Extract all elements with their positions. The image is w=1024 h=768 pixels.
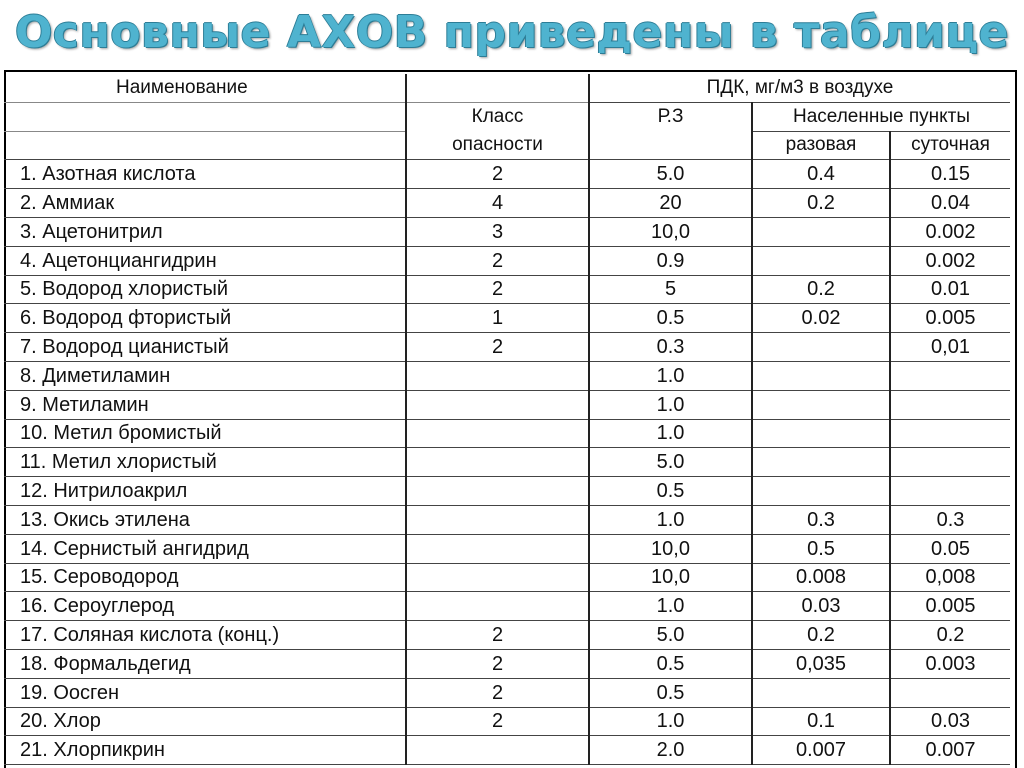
pdk-rz-cell: 5.0 (589, 448, 752, 477)
pdk-single-cell: 0.03 (752, 592, 890, 621)
hazard-class-cell (406, 448, 589, 477)
pdk-single-cell: 0.007 (752, 736, 890, 765)
substance-name-cell: 18. Формальдегид (4, 649, 406, 678)
pdk-daily-cell: 0.15 (890, 160, 1010, 189)
table-row (4, 160, 1010, 189)
table-row (4, 246, 1010, 275)
pdk-rz-cell: 0.5 (589, 649, 752, 678)
hazard-class-cell (406, 477, 589, 506)
header-empty-cell (406, 74, 589, 102)
table-row (4, 189, 1010, 218)
substance-name-cell: 15. Сероводород (4, 563, 406, 592)
pdk-daily-cell (890, 390, 1010, 419)
table-row (4, 592, 1010, 621)
pdk-daily-cell (890, 361, 1010, 390)
pdk-rz-cell: 5.0 (589, 621, 752, 650)
hazard-class-cell (406, 505, 589, 534)
pdk-single-cell: 0.1 (752, 707, 890, 736)
hazard-class-cell: 2 (406, 678, 589, 707)
substance-name-cell: 11. Метил хлористый (4, 448, 406, 477)
hazard-class-cell: 2 (406, 707, 589, 736)
hazard-class-cell: 2 (406, 649, 589, 678)
pdk-daily-cell: 0.007 (890, 736, 1010, 765)
table-row (4, 304, 1010, 333)
header-row-2 (4, 102, 1010, 131)
table-row (4, 621, 1010, 650)
hazard-class-cell (406, 736, 589, 765)
table-row (4, 505, 1010, 534)
substance-name-cell: 13. Окись этилена (4, 505, 406, 534)
pdk-rz-cell: 5 (589, 275, 752, 304)
pdk-single-cell (752, 419, 890, 448)
header-empty-cell (4, 102, 406, 131)
pdk-single-cell (752, 361, 890, 390)
pdk-daily-cell: 0.3 (890, 505, 1010, 534)
pdk-single-cell (752, 217, 890, 246)
substance-name-cell: 7. Водород цианистый (4, 333, 406, 362)
table-row (4, 477, 1010, 506)
pdk-rz-cell: 1.0 (589, 505, 752, 534)
pdk-daily-cell (890, 448, 1010, 477)
pdk-single-cell: 0.02 (752, 304, 890, 333)
pdk-single-cell: 0.5 (752, 534, 890, 563)
substance-name-cell: 6. Водород фтористый (4, 304, 406, 333)
substance-name-cell: 12. Нитрилоакрил (4, 477, 406, 506)
pdk-daily-cell: 0.01 (890, 275, 1010, 304)
pdk-daily-cell: 0,01 (890, 333, 1010, 362)
hazard-class-cell: 4 (406, 189, 589, 218)
pdk-rz-cell: 2.0 (589, 736, 752, 765)
pdk-rz-cell: 5.0 (589, 160, 752, 189)
pdk-rz-cell: 10,0 (589, 217, 752, 246)
hazard-class-cell (406, 592, 589, 621)
pdk-rz-cell: 0.5 (589, 477, 752, 506)
pdk-single-cell (752, 390, 890, 419)
hazard-class-cell: 2 (406, 621, 589, 650)
table-row (4, 563, 1010, 592)
pdk-single-cell: 0.3 (752, 505, 890, 534)
substance-name-cell: 4. Ацетонциангидрин (4, 246, 406, 275)
pdk-rz-cell: 20 (589, 189, 752, 218)
pdk-daily-cell (890, 477, 1010, 506)
hazard-class-cell (406, 419, 589, 448)
hazard-class-cell: 3 (406, 217, 589, 246)
table-row (4, 275, 1010, 304)
table-row (4, 390, 1010, 419)
pdk-daily-cell: 0.005 (890, 304, 1010, 333)
hazard-class-cell: 2 (406, 333, 589, 362)
pdk-rz-cell: 10,0 (589, 534, 752, 563)
axov-table (4, 74, 1010, 765)
pdk-rz-cell: 0.3 (589, 333, 752, 362)
hazard-class-cell: 2 (406, 275, 589, 304)
header-pdk: ПДК, мг/м3 в воздухе (589, 74, 1010, 102)
pdk-rz-cell: 1.0 (589, 419, 752, 448)
hazard-class-cell: 1 (406, 304, 589, 333)
substance-name-cell: 19. Оосген (4, 678, 406, 707)
pdk-single-cell: 0.4 (752, 160, 890, 189)
header-class-line1: Класс (406, 102, 589, 131)
pdk-daily-cell: 0.003 (890, 649, 1010, 678)
header-rz: Р.З (589, 102, 752, 131)
pdk-single-cell: 0,035 (752, 649, 890, 678)
hazard-class-cell (406, 361, 589, 390)
pdk-rz-cell: 1.0 (589, 707, 752, 736)
substance-name-cell: 14. Сернистый ангидрид (4, 534, 406, 563)
hazard-class-cell: 2 (406, 246, 589, 275)
table-row (4, 736, 1010, 765)
pdk-daily-cell (890, 419, 1010, 448)
pdk-single-cell (752, 678, 890, 707)
pdk-rz-cell: 1.0 (589, 592, 752, 621)
pdk-daily-cell: 0.03 (890, 707, 1010, 736)
table-row (4, 649, 1010, 678)
hazard-class-cell (406, 390, 589, 419)
pdk-rz-cell: 0.5 (589, 304, 752, 333)
pdk-daily-cell: 0.2 (890, 621, 1010, 650)
table-row (4, 217, 1010, 246)
hazard-class-cell (406, 534, 589, 563)
pdk-single-cell: 0.2 (752, 189, 890, 218)
pdk-rz-cell: 1.0 (589, 390, 752, 419)
table-row (4, 707, 1010, 736)
pdk-daily-cell: 0.005 (890, 592, 1010, 621)
header-single: разовая (752, 131, 890, 160)
substance-name-cell: 20. Хлор (4, 707, 406, 736)
table-row (4, 678, 1010, 707)
pdk-daily-cell: 0.05 (890, 534, 1010, 563)
pdk-single-cell (752, 333, 890, 362)
substance-name-cell: 9. Метиламин (4, 390, 406, 419)
pdk-rz-cell: 1.0 (589, 361, 752, 390)
pdk-rz-cell: 0.9 (589, 246, 752, 275)
pdk-daily-cell: 0.002 (890, 217, 1010, 246)
header-name: Наименование (4, 74, 406, 102)
substance-name-cell: 1. Азотная кислота (4, 160, 406, 189)
substance-name-cell: 2. Аммиак (4, 189, 406, 218)
pdk-single-cell (752, 246, 890, 275)
table-row (4, 534, 1010, 563)
substance-name-cell: 5. Водород хлористый (4, 275, 406, 304)
table-row (4, 333, 1010, 362)
substance-name-cell: 3. Ацетонитрил (4, 217, 406, 246)
header-daily: суточная (890, 131, 1010, 160)
pdk-single-cell (752, 477, 890, 506)
header-empty-cell (589, 131, 752, 160)
hazard-class-cell (406, 563, 589, 592)
header-row-1 (4, 74, 1010, 102)
pdk-single-cell: 0.2 (752, 275, 890, 304)
table-row (4, 448, 1010, 477)
substance-name-cell: 8. Диметиламин (4, 361, 406, 390)
hazard-class-cell: 2 (406, 160, 589, 189)
pdk-single-cell (752, 448, 890, 477)
table-row (4, 361, 1010, 390)
pdk-rz-cell: 10,0 (589, 563, 752, 592)
header-populated: Населенные пункты (752, 102, 1010, 131)
page-title: Основные АХОВ приведены в таблице (15, 7, 1009, 58)
pdk-single-cell: 0.2 (752, 621, 890, 650)
header-empty-cell (4, 131, 406, 160)
pdk-daily-cell: 0.002 (890, 246, 1010, 275)
pdk-single-cell: 0.008 (752, 563, 890, 592)
pdk-rz-cell: 0.5 (589, 678, 752, 707)
pdk-daily-cell: 0.04 (890, 189, 1010, 218)
header-row-3 (4, 131, 1010, 160)
substance-name-cell: 17. Соляная кислота (конц.) (4, 621, 406, 650)
substance-name-cell: 21. Хлорпикрин (4, 736, 406, 765)
table-row (4, 419, 1010, 448)
header-class-line2: опасности (406, 131, 589, 160)
pdk-daily-cell (890, 678, 1010, 707)
pdk-daily-cell: 0,008 (890, 563, 1010, 592)
substance-name-cell: 16. Сероуглерод (4, 592, 406, 621)
substance-name-cell: 10. Метил бромистый (4, 419, 406, 448)
